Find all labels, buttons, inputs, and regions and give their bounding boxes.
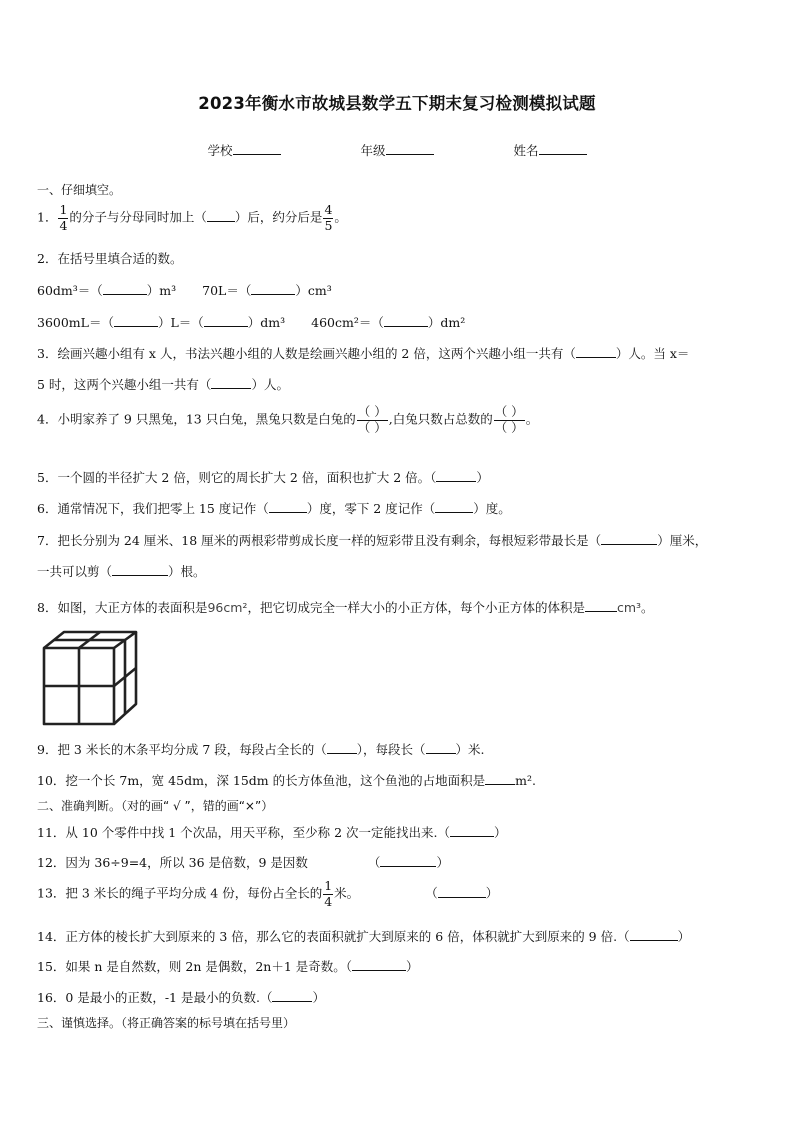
- answer-blank[interactable]: [211, 388, 251, 389]
- question-7-line-1: 7．把长分别为 24 厘米、18 厘米的两根彩带剪成长度一样的短彩带且没有剩余，每根短彩带最长是（ ）厘米，: [37, 533, 708, 548]
- question-8: 8．如图，大正方体的表面积是96cm²，把它切成完全一样大小的小正方体，每个小正方体的体积是 cm³。: [37, 600, 654, 615]
- question-4: 4．小明家养了 9 只黑兔，13 只白兔，黑兔只数是白兔的 $\frac{( )}{( )}$ ,白兔只数占总数的 $\frac{( )}{( )}$ 。: [37, 404, 539, 435]
- fraction-blank[interactable]: $\frac{( )}{( )}$: [494, 404, 524, 435]
- answer-blank[interactable]: [251, 294, 295, 295]
- answer-blank[interactable]: [585, 611, 617, 612]
- question-10: 10．挖一个长 7m，宽 45dm，深 15dm 的长方体鱼池，这个鱼池的占地面积是 m².: [37, 773, 536, 788]
- answer-blank[interactable]: [114, 326, 158, 327]
- answer-blank[interactable]: [435, 512, 473, 513]
- answer-blank[interactable]: [112, 575, 168, 576]
- school-field[interactable]: 学校: [207, 141, 280, 159]
- answer-blank[interactable]: [426, 753, 456, 754]
- question-12: 12．因为 36÷9=4，所以 36 是倍数，9 是因数 （ ）: [37, 855, 449, 870]
- cube-diagram: [40, 628, 144, 728]
- answer-blank[interactable]: [630, 940, 678, 941]
- page-title: 2023年衡水市故城县数学五下期末复习检测模拟试题: [198, 94, 596, 113]
- name-field[interactable]: 姓名: [513, 141, 586, 159]
- answer-blank[interactable]: [384, 326, 428, 327]
- answer-blank[interactable]: [272, 1001, 312, 1002]
- question-16: 16．0 是最小的正数，-1 是最小的负数.（ ）: [37, 990, 325, 1005]
- answer-blank[interactable]: [436, 481, 476, 482]
- answer-blank[interactable]: [450, 836, 494, 837]
- question-3-line-1: 3．绘画兴趣小组有 x 人，书法兴趣小组的人数是绘画兴趣小组的 2 倍，这两个兴趣小组一共有（ ）人。当 x＝: [37, 346, 690, 361]
- section-1-heading: 一、仔细填空。: [37, 183, 122, 197]
- grade-field[interactable]: 年级: [360, 141, 433, 159]
- answer-blank[interactable]: [207, 221, 235, 222]
- answer-blank[interactable]: [576, 357, 616, 358]
- question-2-line-2: 3600mL＝（ ）L＝（ ）dm³ 460cm²＝（ ）dm²: [37, 315, 466, 330]
- question-13: 13．把 3 米长的绳子平均分成 4 份，每份占全长的 $\frac{1}{4}$ 米。 （ ）: [37, 878, 499, 909]
- fraction-one-quarter: $\frac{1}{4}$: [59, 202, 68, 233]
- question-2: 2．在括号里填合适的数。: [37, 251, 183, 266]
- question-5: 5．一个圆的半径扩大 2 倍，则它的周长扩大 2 倍，面积也扩大 2 倍。（ ）: [37, 470, 489, 485]
- section-3-heading: 三、谨慎选择。（将正确答案的标号填在括号里）: [37, 1016, 296, 1030]
- answer-blank[interactable]: [485, 784, 515, 785]
- question-7-line-2: 一共可以剪（ ）根。: [37, 564, 206, 579]
- question-11: 11．从 10 个零件中找 1 个次品，用天平称，至少称 2 次一定能找出来.（ ）: [37, 825, 507, 840]
- section-2-heading: 二、准确判断。（对的画“ √ ”，错的画“×”）: [37, 799, 274, 813]
- fraction-one-quarter: $\frac{1}{4}$: [324, 878, 333, 909]
- question-1: 1． $\frac{1}{4}$ 的分子与分母同时加上（ ）后，约分后是 $\frac{4}{5}$ 。: [37, 202, 347, 233]
- question-3-line-2: 5 时，这两个兴趣小组一共有（ ）人。: [37, 377, 289, 392]
- student-info: [0, 141, 794, 159]
- answer-blank[interactable]: [352, 970, 406, 971]
- question-6: 6．通常情况下，我们把零上 15 度记作（ ）度，零下 2 度记作（ ）度。: [37, 501, 511, 516]
- answer-blank[interactable]: [103, 294, 147, 295]
- answer-blank[interactable]: [269, 512, 307, 513]
- question-9: 9．把 3 米长的木条平均分成 7 段，每段占全长的（ ），每段长（ ）米.: [37, 742, 485, 757]
- fraction-four-fifths: $\frac{4}{5}$: [324, 202, 333, 233]
- answer-blank[interactable]: [601, 544, 657, 545]
- answer-blank[interactable]: [438, 897, 486, 898]
- question-15: 15．如果 n 是自然数，则 2n 是偶数，2n＋1 是奇数。（ ）: [37, 959, 419, 974]
- answer-blank[interactable]: [204, 326, 248, 327]
- question-14: 14．正方体的棱长扩大到原来的 3 倍，那么它的表面积就扩大到原来的 6 倍，体积就扩大到原来的 9 倍.（ ）: [37, 929, 691, 944]
- answer-blank[interactable]: [380, 866, 436, 867]
- answer-blank[interactable]: [327, 753, 357, 754]
- question-2-line-1: 60dm³＝（ ）m³ 70L＝（ ）cm³: [37, 283, 332, 298]
- fraction-blank[interactable]: $\frac{( )}{( )}$: [357, 404, 387, 435]
